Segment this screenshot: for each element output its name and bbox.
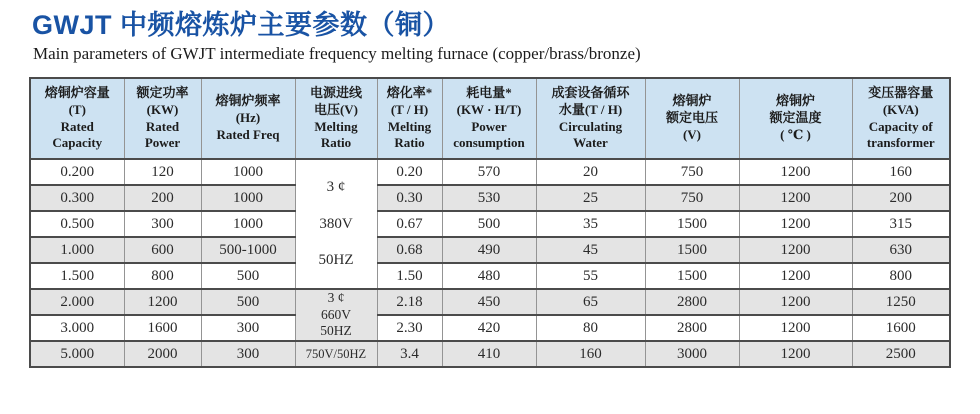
header-line: 电源进线 xyxy=(309,84,362,100)
cell-power: 2000 xyxy=(124,341,201,367)
cell-water: 65 xyxy=(536,289,645,315)
cell-consumption: 500 xyxy=(442,211,536,237)
header-line: (KW) xyxy=(146,101,179,117)
cell-temperature: 1200 xyxy=(739,185,852,211)
column-header-consumption xyxy=(442,78,536,159)
column-header-power xyxy=(124,78,201,159)
cell-capacity: 1.000 xyxy=(30,237,124,263)
cell-melt-rate: 0.20 xyxy=(377,159,442,185)
cell-consumption: 410 xyxy=(442,341,536,367)
cell-power: 600 xyxy=(124,237,201,263)
cell-temperature: 1200 xyxy=(739,263,852,289)
cell-consumption: 480 xyxy=(442,263,536,289)
cell-power: 1600 xyxy=(124,315,201,341)
column-header-temperature xyxy=(739,78,852,159)
cell-temperature: 1200 xyxy=(739,315,852,341)
table-row xyxy=(30,289,950,315)
voltage-line: 3 ¢ xyxy=(326,178,346,195)
table-row xyxy=(30,159,950,185)
header-line: (Hz) xyxy=(235,110,261,126)
cell-line-voltage-group xyxy=(295,159,377,289)
header-line: Melting xyxy=(387,118,432,134)
cell-power: 800 xyxy=(124,263,201,289)
page-title: GWJT 中频熔炼炉主要参数（铜） xyxy=(32,10,450,40)
header-line: 成套设备循环 xyxy=(551,84,630,100)
cell-temperature: 1200 xyxy=(739,341,852,367)
voltage-line: 3 ¢ xyxy=(327,290,345,306)
cell-line-voltage-group xyxy=(295,341,377,367)
page xyxy=(0,10,980,414)
header-line: Water xyxy=(573,135,608,151)
cell-water: 35 xyxy=(536,211,645,237)
header-line: Capacity xyxy=(52,135,103,151)
header-row xyxy=(30,78,950,159)
cell-water: 45 xyxy=(536,237,645,263)
header-line: Ratio xyxy=(320,135,352,151)
header-line: 熔铜炉容量 xyxy=(44,84,110,100)
cell-furnace-voltage: 2800 xyxy=(645,315,739,341)
page-subtitle: Main parameters of GWJT intermediate frequency melting furnace (copper/brass/bronze) xyxy=(33,44,641,64)
column-header-furnace-voltage xyxy=(645,78,739,159)
voltage-line: 660V xyxy=(321,306,351,322)
cell-furnace-voltage: 1500 xyxy=(645,211,739,237)
cell-capacity: 0.300 xyxy=(30,185,124,211)
cell-melt-rate: 0.68 xyxy=(377,237,442,263)
cell-power: 300 xyxy=(124,211,201,237)
cell-melt-rate: 3.4 xyxy=(377,341,442,367)
cell-capacity: 1.500 xyxy=(30,263,124,289)
header-line: Power xyxy=(144,135,181,151)
header-line: ( ℃ ) xyxy=(780,126,811,142)
table-row xyxy=(30,211,950,237)
cell-capacity: 0.500 xyxy=(30,211,124,237)
parameters-table xyxy=(29,77,951,368)
cell-water: 55 xyxy=(536,263,645,289)
header-line: 额定电压 xyxy=(665,110,718,126)
column-header-capacity xyxy=(30,78,124,159)
cell-temperature: 1200 xyxy=(739,159,852,185)
cell-temperature: 1200 xyxy=(739,289,852,315)
header-line: Rated Freq xyxy=(216,126,280,142)
voltage-line: 750V/50HZ xyxy=(305,346,367,361)
cell-water: 20 xyxy=(536,159,645,185)
cell-consumption: 490 xyxy=(442,237,536,263)
voltage-line: 380V xyxy=(319,215,353,232)
cell-capacity: 3.000 xyxy=(30,315,124,341)
header-line: Melting xyxy=(314,118,358,134)
header-line: 熔化率* xyxy=(386,84,433,100)
cell-water: 80 xyxy=(536,315,645,341)
cell-water: 25 xyxy=(536,185,645,211)
cell-freq: 500 xyxy=(201,263,295,289)
cell-transformer: 160 xyxy=(852,159,950,185)
cell-transformer: 315 xyxy=(852,211,950,237)
cell-transformer: 2500 xyxy=(852,341,950,367)
header-line: Rated xyxy=(60,118,94,134)
cell-melt-rate: 0.67 xyxy=(377,211,442,237)
voltage-line: 50HZ xyxy=(320,323,352,339)
cell-consumption: 420 xyxy=(442,315,536,341)
header-line: 变压器容量 xyxy=(868,84,934,100)
table-row xyxy=(30,341,950,367)
header-line: 额定功率 xyxy=(136,84,189,100)
cell-freq: 500 xyxy=(201,289,295,315)
header-line: (V) xyxy=(682,126,702,142)
cell-water: 160 xyxy=(536,341,645,367)
column-header-line-voltage xyxy=(295,78,377,159)
cell-consumption: 570 xyxy=(442,159,536,185)
header-line: Rated xyxy=(145,118,180,134)
cell-furnace-voltage: 1500 xyxy=(645,237,739,263)
cell-capacity: 0.200 xyxy=(30,159,124,185)
table-row xyxy=(30,315,950,341)
cell-transformer: 630 xyxy=(852,237,950,263)
column-header-water xyxy=(536,78,645,159)
header-line: Ratio xyxy=(394,135,425,151)
table-row xyxy=(30,263,950,289)
table-row xyxy=(30,185,950,211)
column-header-transformer xyxy=(852,78,950,159)
cell-capacity: 5.000 xyxy=(30,341,124,367)
header-line: (KVA) xyxy=(882,101,919,117)
cell-freq: 1000 xyxy=(201,185,295,211)
cell-transformer: 1600 xyxy=(852,315,950,341)
cell-consumption: 530 xyxy=(442,185,536,211)
column-header-freq xyxy=(201,78,295,159)
cell-melt-rate: 0.30 xyxy=(377,185,442,211)
cell-power: 200 xyxy=(124,185,201,211)
header-line: Circulating xyxy=(558,118,623,134)
table-body xyxy=(30,159,950,367)
cell-freq: 1000 xyxy=(201,211,295,237)
cell-melt-rate: 2.30 xyxy=(377,315,442,341)
header-line: 熔铜炉频率 xyxy=(215,93,281,109)
header-line: Power xyxy=(471,118,507,134)
cell-capacity: 2.000 xyxy=(30,289,124,315)
header-line: 耗电量* xyxy=(466,84,512,100)
cell-transformer: 800 xyxy=(852,263,950,289)
header-line: 额定温度 xyxy=(769,110,822,126)
cell-furnace-voltage: 750 xyxy=(645,185,739,211)
cell-freq: 500-1000 xyxy=(201,237,295,263)
table-header xyxy=(30,78,950,159)
cell-furnace-voltage: 750 xyxy=(645,159,739,185)
cell-furnace-voltage: 1500 xyxy=(645,263,739,289)
cell-freq: 300 xyxy=(201,341,295,367)
cell-transformer: 1250 xyxy=(852,289,950,315)
cell-power: 120 xyxy=(124,159,201,185)
header-line: (KW · H/T) xyxy=(456,101,522,117)
cell-freq: 300 xyxy=(201,315,295,341)
header-line: 电压(V) xyxy=(313,101,359,117)
cell-consumption: 450 xyxy=(442,289,536,315)
header-line: Capacity of xyxy=(868,118,933,134)
cell-melt-rate: 2.18 xyxy=(377,289,442,315)
header-line: consumption xyxy=(453,135,525,151)
cell-transformer: 200 xyxy=(852,185,950,211)
cell-temperature: 1200 xyxy=(739,211,852,237)
column-header-melt-rate xyxy=(377,78,442,159)
cell-power: 1200 xyxy=(124,289,201,315)
cell-furnace-voltage: 2800 xyxy=(645,289,739,315)
cell-melt-rate: 1.50 xyxy=(377,263,442,289)
header-line: (T) xyxy=(68,101,86,117)
cell-line-voltage-group xyxy=(295,289,377,341)
header-line: transformer xyxy=(866,135,935,151)
header-line: 熔铜炉 xyxy=(775,93,815,109)
voltage-line: 50HZ xyxy=(318,252,354,269)
cell-freq: 1000 xyxy=(201,159,295,185)
cell-furnace-voltage: 3000 xyxy=(645,341,739,367)
header-line: 水量(T / H) xyxy=(558,101,623,117)
header-line: 熔铜炉 xyxy=(672,93,712,109)
table-row xyxy=(30,237,950,263)
cell-temperature: 1200 xyxy=(739,237,852,263)
header-line: (T / H) xyxy=(390,101,429,117)
